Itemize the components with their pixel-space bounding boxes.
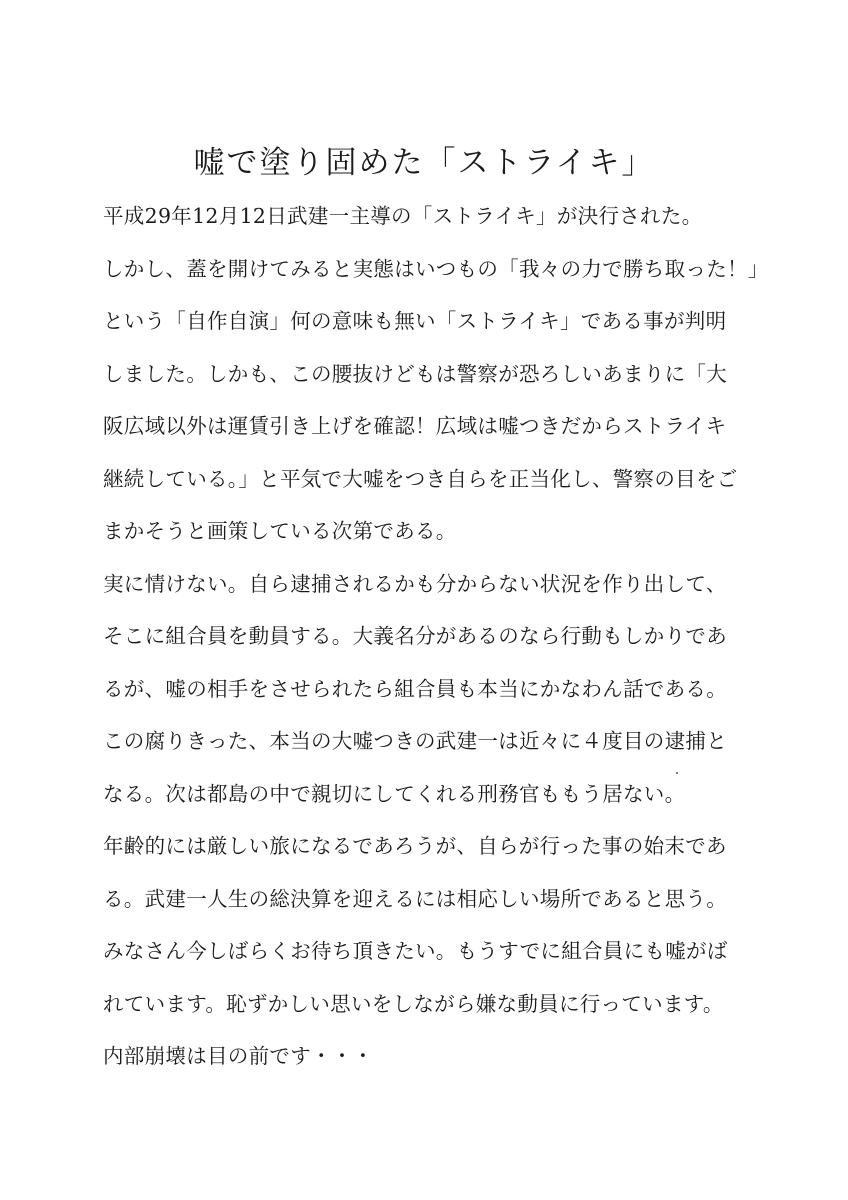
body-line: この腐りきった、本当の大嘘つきの武建一は近々に４度目の逮捕と [103,729,727,753]
body-line: しかし、蓋を開けてみると実態はいつもの「我々の力で勝ち取った！」 [103,256,769,281]
body-line: そこに組合員を動員する。大義名分があるのなら行動もしかりであ [103,624,727,648]
body-line: まかそうと画策している次第である。 [103,519,457,543]
body-line: という「自作自演」何の意味も無い「ストライキ」である事が判明 [103,309,727,333]
body-line: 年齢的には厳しい旅になるであろうが、自らが行った事の始末であ [103,834,727,858]
scan-speck [676,772,678,774]
body-line: 継続している。」と平気で大嘘をつき自らを正当化し、警察の目をご [103,466,738,491]
body-line: 内部崩壊は目の前です・・・ [103,1044,374,1068]
body-line: れています。恥ずかしい思いをしながら嫌な動員に行っています。 [103,991,724,1016]
body-line: る。武建一人生の総決算を迎えるには相応しい場所であると思う。 [103,886,727,911]
body-line: るが、嘘の相手をさせられたら組合員も本当にかなわん話である。 [103,676,727,701]
body-line: みなさん今しばらくお待ち頂きたい。もうすでに組合員にも嘘がば [103,939,728,963]
document-body [103,190,769,1083]
body-line: 平成29年12月12日武建一主導の「ストライキ」が決行された。 [103,204,703,228]
document-title: 嘘で塗り固めた「ストライキ」 [193,145,655,181]
body-line: なる。次は都島の中で親切にしてくれる刑務官ももう居ない。 [103,781,686,806]
body-line: 阪広域以外は運賃引き上げを確認！広域は嘘つきだからストライキ [103,414,727,438]
body-line: しました。しかも、この腰抜けどもは警察が恐ろしいあまりに「大 [103,361,727,386]
body-line: 実に情けない。自ら逮捕されるかも分からない状況を作り出して、 [103,571,727,596]
